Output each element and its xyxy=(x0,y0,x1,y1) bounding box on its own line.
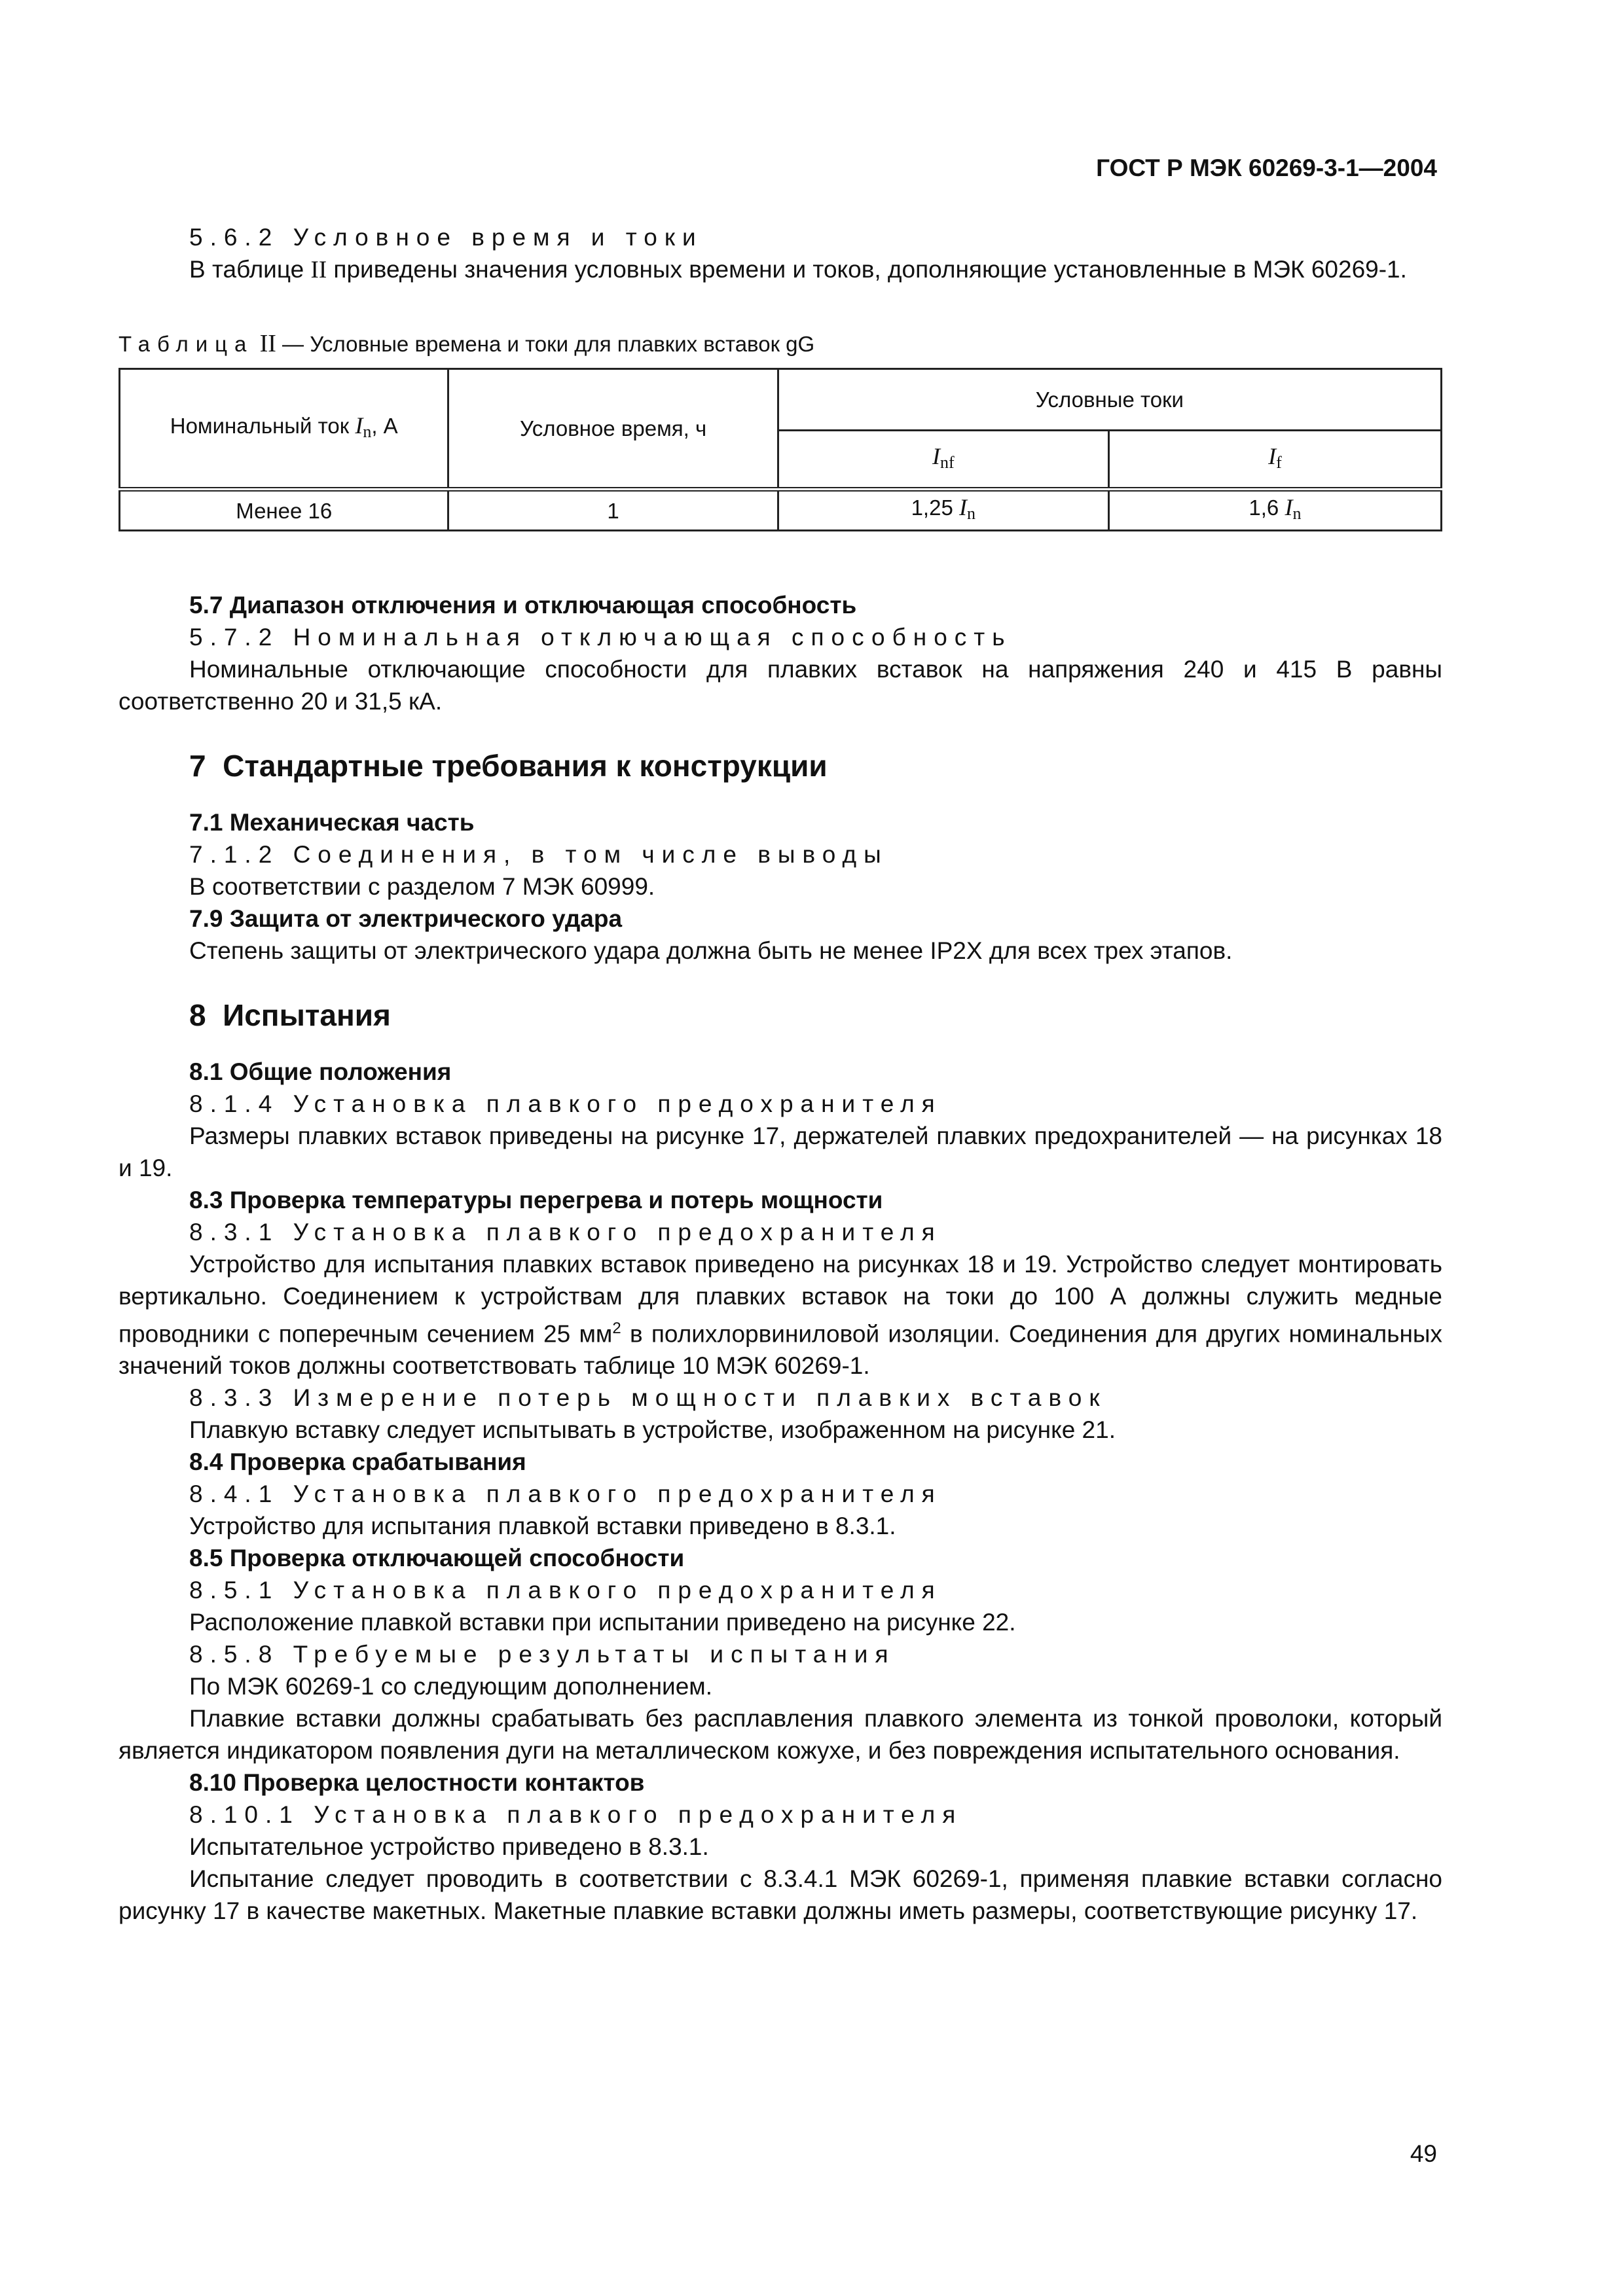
header-inf xyxy=(778,431,1108,490)
section-heading-8-10: 8.10 Проверка целостности контактов xyxy=(189,1769,645,1797)
symbol-letter: I xyxy=(932,442,940,469)
table-caption xyxy=(119,329,1442,359)
symbol-subscript: nf xyxy=(939,452,955,472)
paragraph-7-1-2: В соответствии с разделом 7 МЭК 60999. xyxy=(189,873,655,900)
header-rated-current xyxy=(120,369,448,490)
paragraph-text: приведены значения условных времени и токов, дополняющие установленные в МЭК 60269-1. xyxy=(327,256,1407,283)
table-caption-roman: II xyxy=(259,330,276,357)
symbol xyxy=(355,412,371,439)
paragraph-5-6-2 xyxy=(119,253,1442,286)
paragraph-8-10-1-a: Испытательное устройство приведено в 8.3.1. xyxy=(189,1833,709,1861)
paragraph-text: В таблице xyxy=(189,256,311,283)
symbol xyxy=(958,494,976,523)
symbol-subscript: n xyxy=(966,504,976,523)
subsection-heading-8-5-1: 8.5.1 Установка плавкого предохранителя xyxy=(189,1577,942,1604)
paragraph-8-5-8-b: Плавкие вставки должны срабатывать без расплавления плавкого элемента из тонкой проволоки, который является индикатором появления дуги на металлическом кожухе, и без повреждения испытательного основания. xyxy=(119,1705,1442,1765)
header-conventional-time: Условное время, ч xyxy=(448,369,778,490)
paragraph-8-3-1 xyxy=(119,1248,1442,1382)
subsection-heading-8-3-1: 8.3.1 Установка плавкого предохранителя xyxy=(189,1219,942,1246)
chapter-heading-8 xyxy=(189,997,1442,1033)
cell-if xyxy=(1108,490,1441,531)
table-row xyxy=(120,490,1442,531)
chapter-title: Стандартные требования к конструкции xyxy=(223,749,828,783)
document-header: ГОСТ Р МЭК 60269-3-1—2004 xyxy=(1096,154,1437,181)
section-heading-5-7: 5.7 Диапазон отключения и отключающая способность xyxy=(189,592,857,619)
section-heading-7-1: 7.1 Механическая часть xyxy=(189,809,475,836)
coefficient: 1,6 xyxy=(1249,495,1285,520)
cell-inf xyxy=(778,490,1108,531)
subsection-heading-8-1-4: 8.1.4 Установка плавкого предохранителя xyxy=(189,1090,942,1117)
coefficient: 1,25 xyxy=(911,495,959,520)
symbol-subscript: n xyxy=(1292,504,1302,523)
paragraph-text: Устройство для испытания плавких вставок приведено на рисунках 18 и 19. Устройство следует монтировать вертикально. Соединением к устройствам для плавких вставок на токи до 100 А должны служить медные проводники с поперечным сечением 25 мм xyxy=(119,1251,1442,1348)
header-unit: , А xyxy=(371,413,398,438)
subsection-heading-7-1-2: 7.1.2 Соединения, в том числе выводы xyxy=(189,841,888,868)
section-heading-7-9: 7.9 Защита от электрического удара xyxy=(189,905,623,932)
paragraph-text: в полихлорвиниловой изоляции. Соединения для других номинальных значений токов должны соответствовать таблице 10 МЭК 60269-1. xyxy=(119,1320,1442,1380)
symbol-letter: I xyxy=(958,494,967,520)
subsection-heading-8-4-1: 8.4.1 Установка плавкого предохранителя xyxy=(189,1480,942,1508)
page-number: 49 xyxy=(1410,2140,1437,2167)
conventional-currents-table xyxy=(119,368,1442,531)
superscript: 2 xyxy=(612,1319,621,1337)
table-caption-text: — Условные времена и токи для плавких вставок gG xyxy=(276,332,815,356)
subsection-heading-5-7-2: 5.7.2 Номинальная отключающая способность xyxy=(189,624,1012,651)
symbol-subscript: f xyxy=(1276,452,1282,472)
paragraph-5-7-2: Номинальные отключающие способности для плавких вставок на напряжения 240 и 415 В равны соответственно 20 и 31,5 кА. xyxy=(119,656,1442,715)
paragraph-8-10-1-b: Испытание следует проводить в соответствии с 8.3.4.1 МЭК 60269-1, применяя плавкие вставки согласно рисунку 17 в качестве макетных. Макетные плавкие вставки должны иметь размеры, соответствующие рисунку 17. xyxy=(119,1865,1442,1925)
section-heading-8-3: 8.3 Проверка температуры перегрева и потерь мощности xyxy=(189,1187,883,1213)
chapter-title: Испытания xyxy=(223,998,391,1032)
table-reference-roman: II xyxy=(310,257,327,283)
chapter-number: 7 xyxy=(189,749,206,783)
paragraph-8-5-1: Расположение плавкой вставки при испытании приведено на рисунке 22. xyxy=(189,1609,1016,1636)
header-conventional-currents: Условные токи xyxy=(778,369,1441,431)
symbol xyxy=(1268,442,1282,472)
section-heading-8-1: 8.1 Общие положения xyxy=(189,1058,452,1085)
symbol-subscript: n xyxy=(363,422,372,441)
paragraph-8-1-4: Размеры плавких вставок приведены на рисунке 17, держателей плавких предохранителей — на рисунках 18 и 19. xyxy=(119,1122,1442,1181)
paragraph-8-5-8-a: По МЭК 60269-1 со следующим дополнением. xyxy=(189,1673,713,1700)
cell-rated-current: Менее 16 xyxy=(120,490,448,531)
subsection-heading-8-10-1: 8.10.1 Установка плавкого предохранителя xyxy=(189,1801,963,1829)
symbol xyxy=(1285,494,1302,523)
section-heading-8-4: 8.4 Проверка срабатывания xyxy=(189,1448,526,1476)
subsection-heading-8-3-3: 8.3.3 Измерение потерь мощности плавких вставок xyxy=(189,1384,1107,1412)
chapter-heading-7 xyxy=(189,747,1442,784)
paragraph-8-4-1: Устройство для испытания плавкой вставки приведено в 8.3.1. xyxy=(189,1513,896,1540)
chapter-number: 8 xyxy=(189,998,206,1032)
subsection-heading-5-6-2: 5.6.2 Условное время и токи xyxy=(189,224,703,251)
paragraph-8-3-3: Плавкую вставку следует испытывать в устройстве, изображенном на рисунке 21. xyxy=(189,1416,1116,1444)
header-if xyxy=(1108,431,1441,490)
section-heading-8-5: 8.5 Проверка отключающей способности xyxy=(189,1545,685,1572)
symbol-letter: I xyxy=(355,412,363,439)
paragraph-7-9: Степень защиты от электрического удара должна быть не менее IP2X для всех трех этапов. xyxy=(189,937,1233,964)
table-caption-word: Таблица xyxy=(119,332,254,356)
symbol xyxy=(932,442,955,472)
header-label: Номинальный ток xyxy=(170,413,356,438)
subsection-heading-8-5-8: 8.5.8 Требуемые результаты испытания xyxy=(189,1641,896,1668)
symbol-letter: I xyxy=(1268,442,1277,469)
cell-time: 1 xyxy=(448,490,778,531)
document-body xyxy=(119,221,1442,1927)
symbol-letter: I xyxy=(1285,494,1293,520)
